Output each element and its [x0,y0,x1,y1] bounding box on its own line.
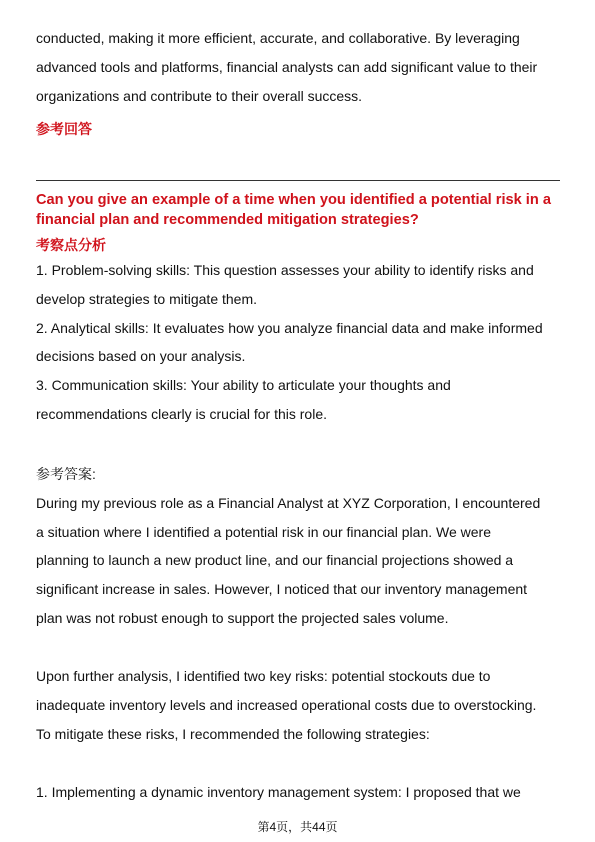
intro-paragraph [36,24,537,110]
text-line: a situation where I identified a potential risk in our financial plan. We were [36,523,491,540]
page-number-footer: 第4页，共44页 [257,820,338,834]
text-line: 3. Communication skills: Your ability to articulate your thoughts and [36,377,451,394]
text-line: Upon further analysis, I identified two key risks: potential stockouts due to [36,668,491,684]
text-line: 2. Analytical skills: It evaluates how you analyze financial data and make informed [36,319,543,336]
text-line: conducted, making it more efficient, accurate, and collaborative. By leveraging [36,30,520,46]
text-line: planning to launch a new product line, and our financial projections showed a [36,552,514,569]
text-line: plan was not robust enough to support the projected sales volume. [36,609,449,626]
question-title [36,190,560,230]
text-line: To mitigate these risks, I recommended the following strategies: [36,725,430,742]
text-line: decisions based on your analysis. [36,348,246,365]
text-line: advanced tools and platforms, financial analysts can add significant value to their [36,58,538,75]
answer-paragraph-2 [36,662,560,748]
text-line: 1. Problem-solving skills: This question assesses your ability to identify risks and [36,262,534,278]
question-section [36,190,560,429]
answer-label: 参考答案: [36,466,96,482]
analysis-list [36,256,560,429]
text-line: inadequate inventory levels and increased operational costs due to overstocking. [36,696,537,713]
analysis-heading: 考察点分析 [36,237,106,253]
question-line: financial plan and recommended mitigation strategies? [36,212,419,228]
text-line: recommendations clearly is crucial for this role. [36,405,327,422]
answer-section [36,460,560,633]
text-line: 1. Implementing a dynamic inventory management system: I proposed that we [36,784,521,800]
reference-answer-heading: 参考回答 [36,121,92,137]
text-line: develop strategies to mitigate them. [36,290,258,307]
section-divider [36,180,560,181]
text-line: significant increase in sales. However, I noticed that our inventory management [36,581,528,598]
answer-paragraph-3 [36,778,560,807]
text-line: organizations and contribute to their overall success. [36,87,363,104]
answer-paragraph-1 [36,489,560,633]
question-line: Can you give an example of a time when you identified a potential risk in a [36,192,551,208]
text-line: During my previous role as a Financial Analyst at XYZ Corporation, I encountered [36,494,541,511]
